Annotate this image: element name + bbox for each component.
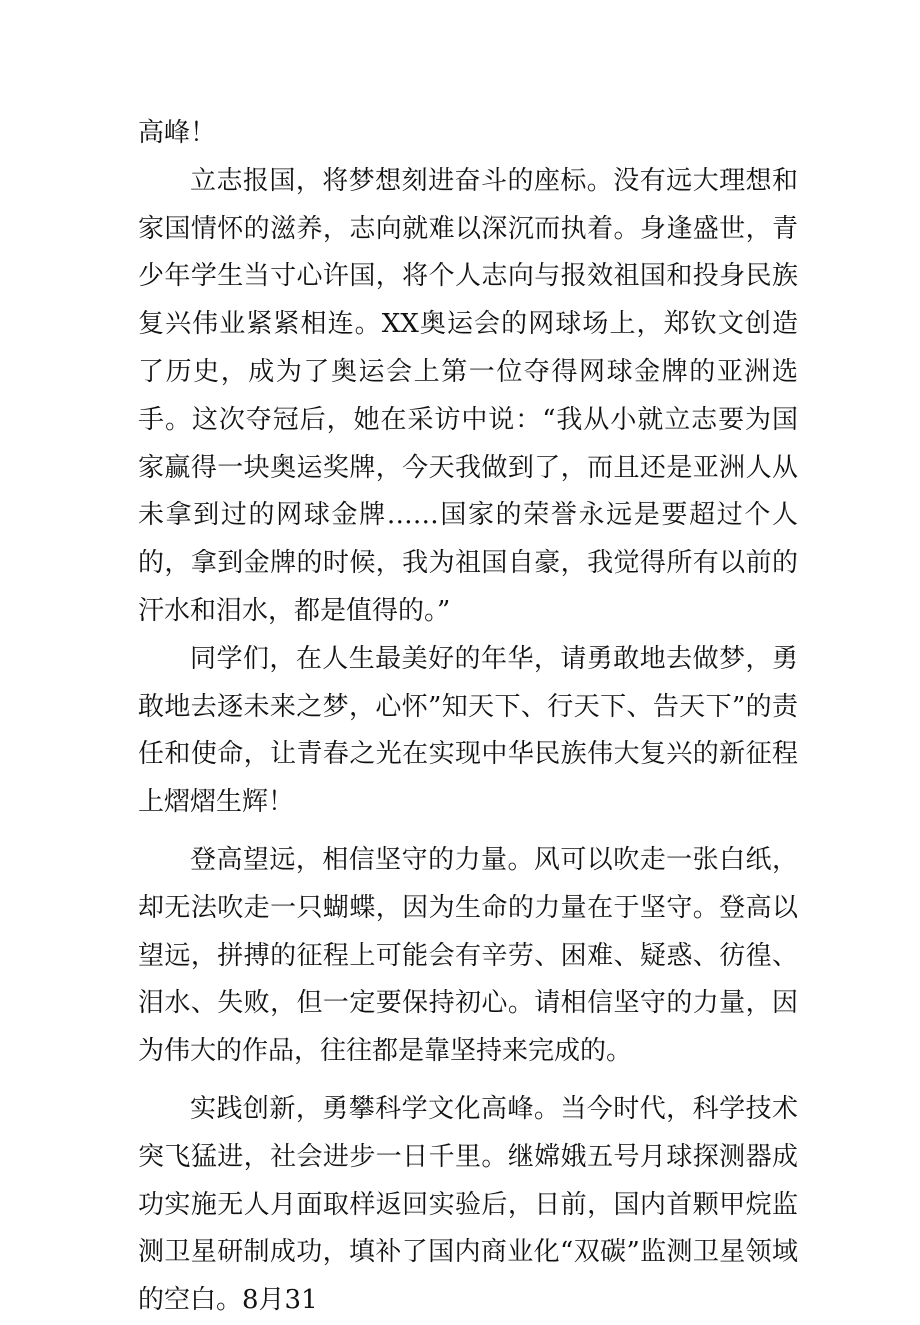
paragraph-innovation: 实践创新，勇攀科学文化高峰。当今时代，科学技术突飞猛进，社会进步一日千里。继嫦娥五号月球探测器成功实施无人月面取样返回实验后，日前，国内首颗甲烷监测卫星研制成功，填补了国内商业化“双碳”监测卫星领域的空白。8月31 [138, 1093, 798, 1316]
document-body [138, 110, 798, 1325]
paragraph-continuation: 高峰！ [138, 118, 217, 148]
paragraph-dream-call: 同学们，在人生最美好的年华，请勇敢地去做梦，勇敢地去逐未来之梦，心怀”知天下、行天下、告天下”的责任和使命，让青春之光在实现中华民族伟大复兴的新征程上熠熠生辉！ [138, 643, 798, 818]
paragraph-perseverance: 登高望远，相信坚守的力量。风可以吹走一张白纸，却无法吹走一只蝴蝶，因为生命的力量在于坚守。登高以望远，拼搏的征程上可能会有辛劳、困难、疑惑、彷徨、泪水、失败，但一定要保持初心。请相信坚守的力量，因为伟大的作品，往往都是靠坚持来完成的。 [138, 844, 798, 1067]
paragraph-patriotic-aspiration: 立志报国，将梦想刻进奋斗的座标。没有远大理想和家国情怀的滋养，志向就难以深沉而执着。身逢盛世，青少年学生当寸心许国，将个人志向与报效祖国和投身民族复兴伟业紧紧相连。XX奥运会的网球场上，郑钦文创造了历史，成为了奥运会上第一位夺得网球金牌的亚洲选手。这次夺冠后，她在采访中说：“我从小就立志要为国家赢得一块奥运奖牌，今天我做到了，而且还是亚洲人从未拿到过的网球金牌……国家的荣誉永远是要超过个人的，拿到金牌的时候，我为祖国自豪，我觉得所有以前的汗水和泪水，都是值得的。” [138, 165, 798, 626]
